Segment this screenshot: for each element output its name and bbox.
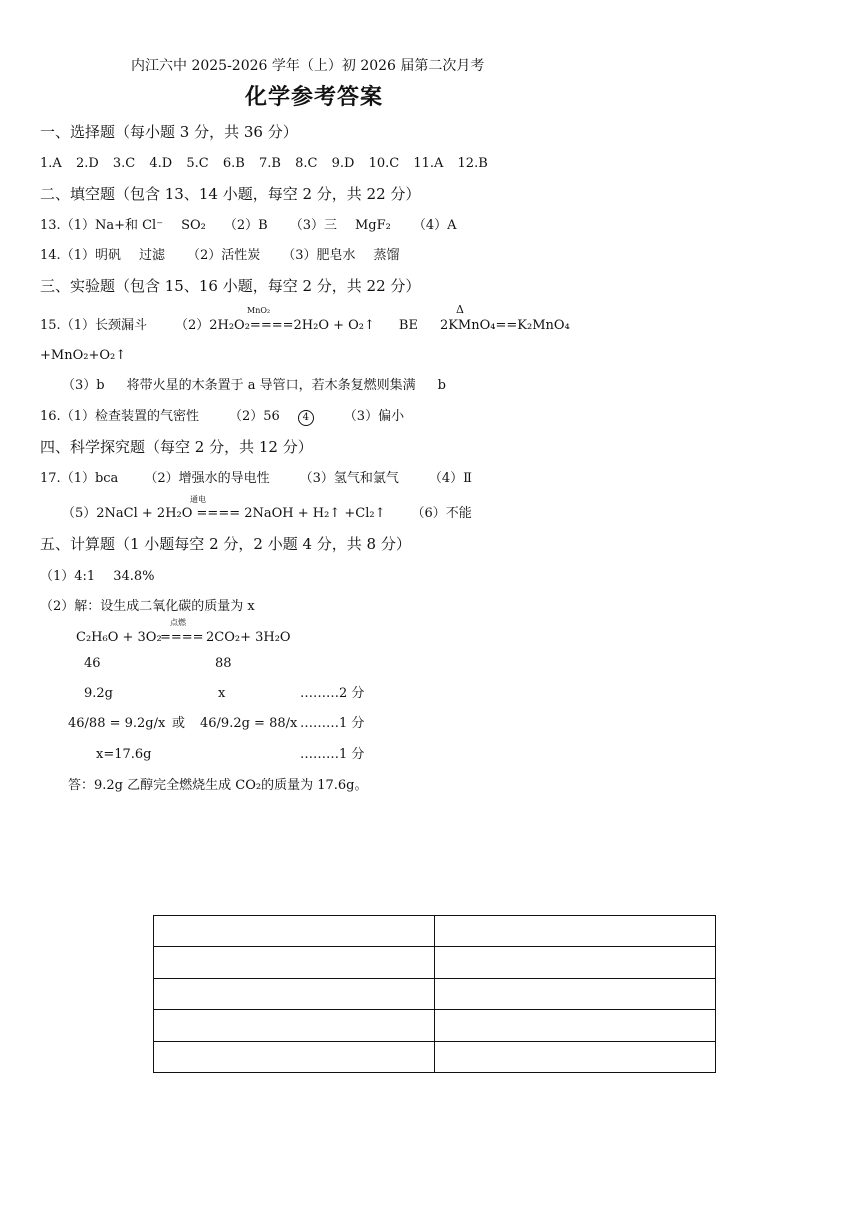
- points-1b: ………1 分: [300, 747, 365, 762]
- table-cell: [435, 978, 716, 1009]
- final-answer: 答：9.2g 乙醇完全燃烧生成 CO₂的质量为 17.6g。: [68, 778, 368, 793]
- q13-part4: （4）A: [412, 218, 457, 233]
- calc-1-ratio: （1）4:1: [40, 569, 96, 584]
- q15-catalyst-label: MnO₂: [247, 306, 271, 315]
- q17-part5: （5）2NaCl + 2H₂O ==== 2NaOH + H₂↑ +Cl₂↑: [62, 506, 386, 521]
- q15-part2b: BE: [398, 318, 418, 333]
- answer-1: 1.A: [40, 156, 62, 171]
- q17-part3: （3）氢气和氯气: [299, 471, 399, 486]
- q15-part3c: b: [437, 378, 446, 393]
- table-cell: [435, 916, 716, 947]
- q16-number: 16.: [40, 409, 61, 424]
- table-cell: [154, 1010, 435, 1041]
- ratio-or: 或: [172, 716, 186, 731]
- answer-12: 12.B: [457, 156, 488, 171]
- answer-8: 8.C: [295, 156, 318, 171]
- q14-part1: （1）明矾: [60, 248, 121, 263]
- page-title: 化学参考答案: [245, 84, 384, 110]
- answer-11: 11.A: [413, 156, 444, 171]
- table-cell: [154, 978, 435, 1009]
- table-cell: [435, 947, 716, 978]
- q14-part1b: 过滤: [138, 248, 165, 263]
- table-cell: [154, 947, 435, 978]
- section-2-heading: 二、填空题（包含 13、14 小题，每空 2 分，共 22 分）: [40, 185, 421, 203]
- blank-table: [153, 915, 716, 1073]
- q15-heat-label: Δ: [456, 303, 464, 316]
- table-row: [154, 978, 716, 1009]
- table-row: [154, 1010, 716, 1041]
- answer-10: 10.C: [368, 156, 400, 171]
- section-4-heading: 四、科学探究题（每空 2 分，共 12 分）: [40, 438, 313, 456]
- q13-part3b: MgF₂: [354, 218, 391, 233]
- molar-mass-ethanol: 46: [84, 656, 101, 671]
- table-row: [154, 1041, 716, 1072]
- question-17: [40, 471, 472, 487]
- table-row: [154, 947, 716, 978]
- question-16: [40, 409, 404, 426]
- ratio-a: 46/88 = 9.2g/x: [68, 716, 166, 731]
- q15-part3b: 将带火星的木条置于 a 导管口，若木条复燃则集满: [126, 378, 416, 393]
- q16-part3: （3）偏小: [343, 409, 405, 424]
- answer-6: 6.B: [222, 156, 245, 171]
- exam-header: 内江六中 2025-2026 学年（上）初 2026 届第二次月考: [131, 58, 485, 74]
- q13-part3: （3）三: [289, 218, 337, 233]
- answer-2: 2.D: [75, 156, 99, 171]
- q17-part1: （1）bca: [60, 471, 119, 486]
- q15-part2: （2）2H₂O₂====2H₂O + O₂↑: [174, 318, 375, 333]
- question-15: [40, 318, 570, 334]
- q15-number: 15.: [40, 318, 61, 333]
- calc-1: [40, 569, 155, 585]
- q15-part2c: 2KMnO₄==K₂MnO₄: [439, 318, 570, 333]
- q17-part4: （4）Ⅱ: [428, 471, 472, 486]
- q16-part2: （2）56: [228, 409, 280, 424]
- equation-right: 2CO₂+ 3H₂O: [206, 630, 291, 645]
- q14-part3: （3）肥皂水: [282, 248, 356, 263]
- q14-part2: （2）活性炭: [186, 248, 261, 263]
- answer-7: 7.B: [258, 156, 281, 171]
- molar-mass-co2: 88: [215, 656, 232, 671]
- points-1a: ………1 分: [300, 716, 365, 731]
- answer-3: 3.C: [112, 156, 136, 171]
- q13-part1: （1）Na+和 Cl⁻: [60, 218, 164, 233]
- table-cell: [154, 1041, 435, 1072]
- equation-arrow: ====: [160, 630, 204, 645]
- q15-equation-continuation: +MnO₂+O₂↑: [40, 348, 127, 363]
- combustion-condition-label: 点燃: [170, 618, 186, 627]
- q13-number: 13.: [40, 218, 61, 233]
- table-cell: [435, 1010, 716, 1041]
- section-1-heading: 一、选择题（每小题 3 分，共 36 分）: [40, 123, 298, 141]
- question-14: [40, 248, 400, 264]
- q17-part2: （2）增强水的导电性: [144, 471, 270, 486]
- points-2: ………2 分: [300, 686, 365, 701]
- answer-5: 5.C: [186, 156, 209, 171]
- q15-part3: （3）b: [62, 378, 105, 393]
- calc-2-intro: （2）解：设生成二氧化碳的质量为 x: [40, 599, 255, 614]
- result-x: x=17.6g: [96, 747, 152, 762]
- equation-left: C₂H₆O + 3O₂: [76, 630, 162, 645]
- q15-part1: （1）长颈漏斗: [60, 318, 147, 333]
- choice-answers: [40, 156, 488, 172]
- q17-part5-line: [62, 506, 472, 522]
- section-5-heading: 五、计算题（1 小题每空 2 分，2 小题 4 分，共 8 分）: [40, 535, 411, 553]
- q17-number: 17.: [40, 471, 61, 486]
- q16-part1: （1）检查装置的气密性: [60, 409, 199, 424]
- q15-part3-line: [62, 378, 446, 394]
- q14-part3b: 蒸馏: [373, 248, 400, 263]
- q16-circled-number: 4: [298, 410, 314, 426]
- table-cell: [154, 916, 435, 947]
- table-cell: [435, 1041, 716, 1072]
- q13-part2: （2）B: [223, 218, 268, 233]
- q13-part1b: SO₂: [181, 218, 206, 233]
- table-row: [154, 916, 716, 947]
- answer-4: 4.D: [149, 156, 173, 171]
- q17-part6: （6）不能: [411, 506, 472, 521]
- q14-number: 14.: [40, 248, 61, 263]
- mass-unknown: x: [218, 686, 226, 701]
- ratio-b: 46/9.2g = 88/x: [200, 716, 298, 731]
- mass-ethanol: 9.2g: [84, 686, 113, 701]
- section-3-heading: 三、实验题（包含 15、16 小题，每空 2 分，共 22 分）: [40, 277, 421, 295]
- q17-electrolysis-label: 通电: [190, 495, 206, 504]
- question-13: [40, 218, 457, 234]
- calc-1-percent: 34.8%: [113, 569, 155, 584]
- answer-9: 9.D: [331, 156, 355, 171]
